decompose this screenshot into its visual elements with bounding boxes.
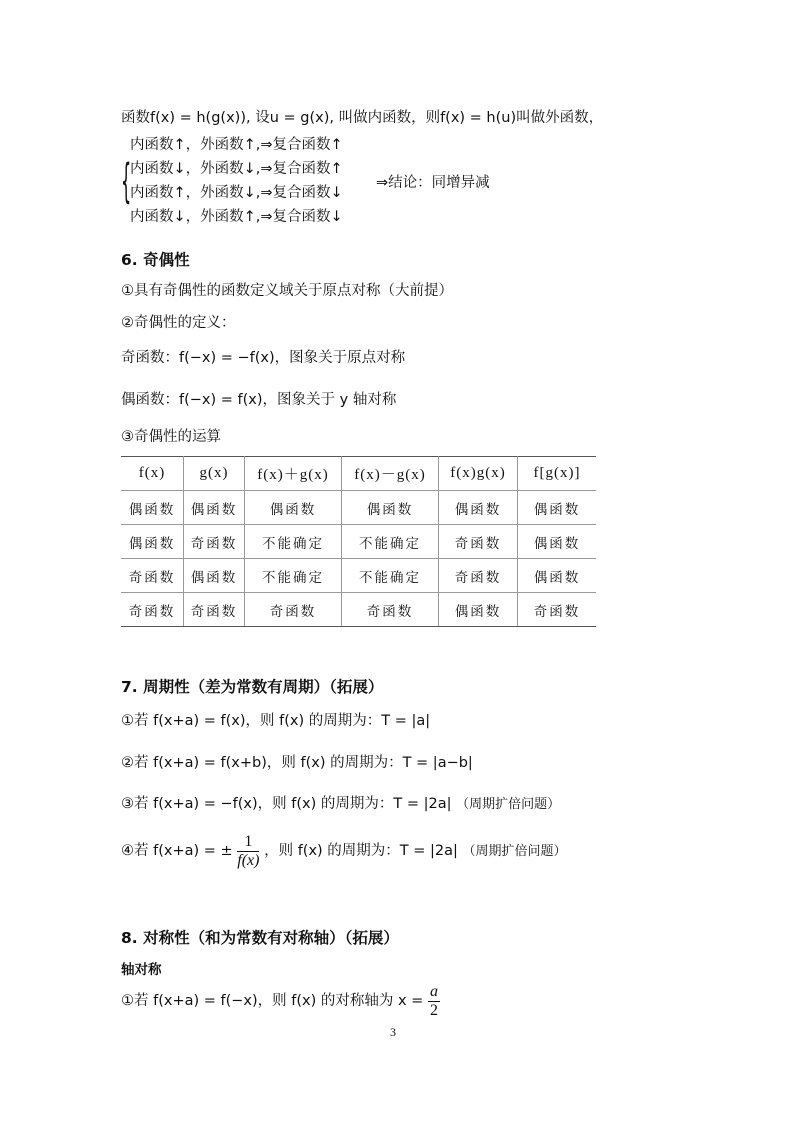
- page-number: 3: [390, 1025, 396, 1039]
- table-cell: 不能确定: [245, 525, 342, 559]
- table-cell: 奇函数: [342, 593, 439, 627]
- period-item-1: ①若 f(x+a) = f(x)，则 f(x) 的周期为：T = |a|: [121, 713, 431, 729]
- table-cell: 偶函数: [245, 491, 342, 525]
- table-row: [121, 593, 596, 627]
- table-cell: 偶函数: [121, 491, 184, 525]
- table-header-cell: f(x)g(x): [439, 457, 518, 491]
- table-cell: 不能确定: [342, 525, 439, 559]
- table-cell: 奇函数: [184, 593, 245, 627]
- table-cell: 奇函数: [518, 593, 597, 627]
- case-line: 内函数↑，外函数↓,⇒复合函数↓: [130, 185, 343, 201]
- parity-item-3: ③奇偶性的运算: [121, 429, 221, 445]
- period-item-3-note: （周期扩倍问题）: [456, 797, 561, 812]
- table-cell: 奇函数: [184, 525, 245, 559]
- composite-conclusion: ⇒结论：同增异减: [376, 175, 490, 191]
- table-cell: 奇函数: [245, 593, 342, 627]
- table-cell: 偶函数: [518, 525, 597, 559]
- table-cell: 偶函数: [121, 525, 184, 559]
- table-cell: 奇函数: [439, 525, 518, 559]
- left-brace: {: [121, 154, 132, 208]
- table-cell: 不能确定: [342, 559, 439, 593]
- parity-item-1: ①具有奇偶性的函数定义域关于原点对称（大前提）: [121, 283, 453, 299]
- period-item-4-right: ，则 f(x) 的周期为：T = |2a|: [264, 843, 458, 859]
- even-function-definition: 偶函数：f(−x) = f(x)，图象关于 y 轴对称: [121, 392, 397, 408]
- table-row: [121, 525, 596, 559]
- table-cell: 不能确定: [245, 559, 342, 593]
- table-row: [121, 559, 596, 593]
- period-item-4: [121, 832, 567, 871]
- composite-cases: [130, 133, 343, 229]
- section-heading-periodicity: 7. 周期性（差为常数有周期）（拓展）: [121, 678, 384, 696]
- table-cell: 偶函数: [342, 491, 439, 525]
- table-header-row: [121, 457, 596, 491]
- composite-definition: 函数f(x) = h(g(x)), 设u = g(x), 叫做内函数，则f(x) = h(u)叫做外函数，: [121, 110, 604, 126]
- period-item-2: ②若 f(x+a) = f(x+b)，则 f(x) 的周期为：T = |a−b|: [121, 755, 473, 771]
- case-line: 内函数↓，外函数↓,⇒复合函数↑: [130, 161, 343, 177]
- table-cell: 奇函数: [121, 559, 184, 593]
- table-cell: 奇函数: [439, 559, 518, 593]
- odd-function-definition: 奇函数：f(−x) = −f(x)，图象关于原点对称: [121, 350, 406, 366]
- table-header-cell: f(x): [121, 457, 184, 491]
- table-cell: 偶函数: [439, 491, 518, 525]
- symmetry-item-1: [121, 982, 440, 1020]
- section-heading-parity: 6. 奇偶性: [121, 251, 190, 269]
- table-header-cell: g(x): [184, 457, 245, 491]
- table-cell: 偶函数: [184, 559, 245, 593]
- section-heading-symmetry: 8. 对称性（和为常数有对称轴）（拓展）: [121, 929, 399, 947]
- fraction-numerator: 1: [237, 833, 259, 852]
- parity-item-2: ②奇偶性的定义：: [121, 315, 236, 331]
- fraction-denominator: f(x): [237, 851, 260, 869]
- fraction-numerator: a: [429, 982, 438, 1000]
- table-cell: 偶函数: [184, 491, 245, 525]
- table-cell: 偶函数: [518, 491, 597, 525]
- subheading-axis-symmetry: 轴对称: [121, 962, 162, 978]
- fraction-a-over-2: [428, 983, 440, 1020]
- fraction-one-over-fx: [237, 833, 259, 870]
- table-header-cell: f(x)＋g(x): [245, 457, 342, 491]
- table-header-cell: f[g(x)]: [518, 457, 597, 491]
- table-cell: 偶函数: [518, 559, 597, 593]
- table-cell: 偶函数: [439, 593, 518, 627]
- table-header-cell: f(x)－g(x): [342, 457, 439, 491]
- case-line: 内函数↓，外函数↑,⇒复合函数↓: [130, 209, 343, 225]
- period-item-3: [121, 792, 560, 813]
- parity-operation-table: [121, 456, 596, 627]
- period-item-3-text: ③若 f(x+a) = −f(x)，则 f(x) 的周期为：T = |2a|: [121, 796, 452, 812]
- period-item-4-left: ④若 f(x+a) = ±: [121, 843, 233, 859]
- table-cell: 奇函数: [121, 593, 184, 627]
- symmetry-item-1-left: ①若 f(x+a) = f(−x)，则 f(x) 的对称轴为 x =: [121, 993, 424, 1009]
- table-row: [121, 491, 596, 525]
- case-line: 内函数↑，外函数↑,⇒复合函数↑: [130, 137, 343, 153]
- fraction-denominator: 2: [429, 1001, 438, 1019]
- period-item-4-note: （周期扩倍问题）: [462, 844, 567, 859]
